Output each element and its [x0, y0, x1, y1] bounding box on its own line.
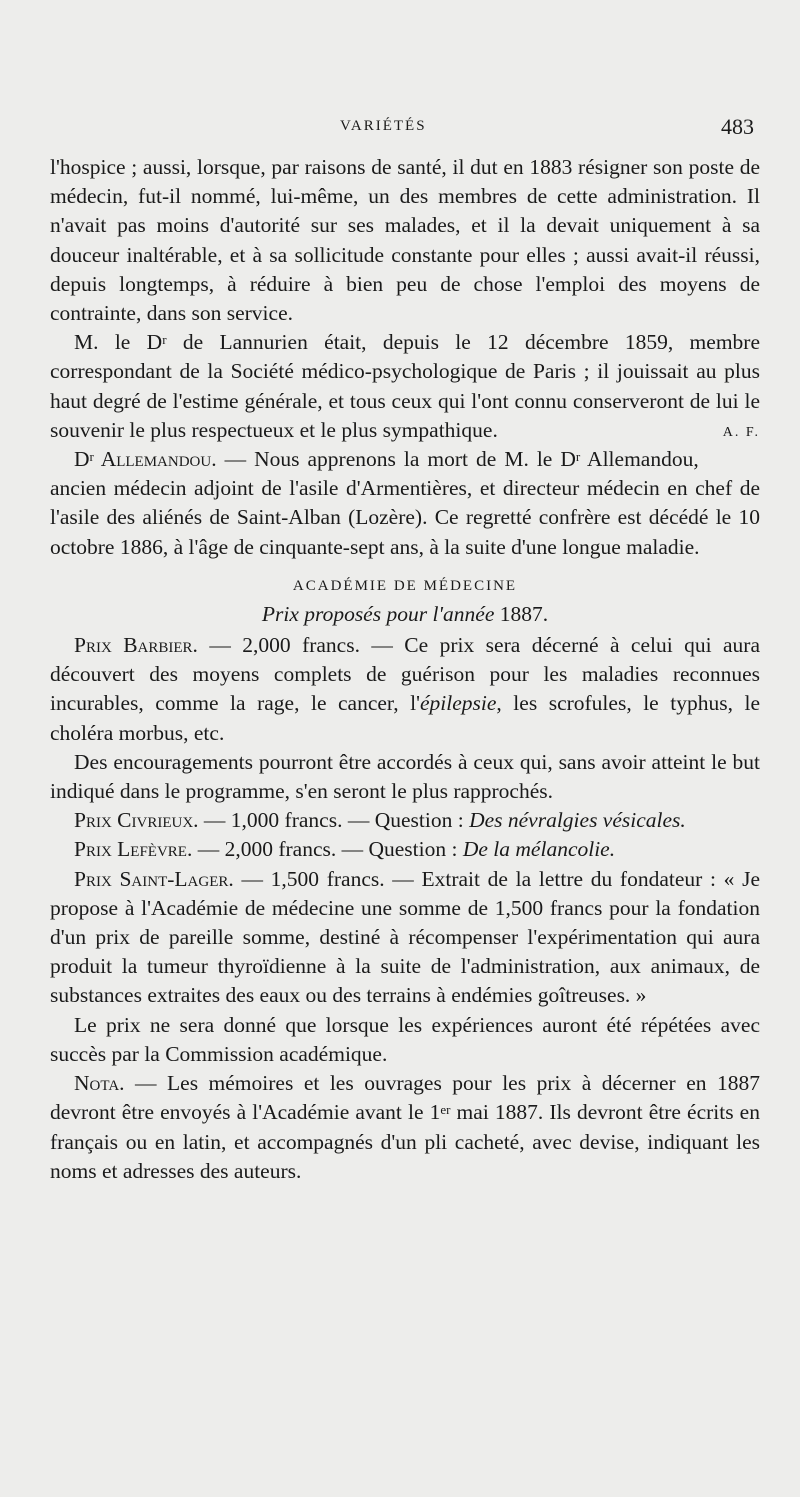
paragraph-prix-saint-lager: Prix Saint-Lager. — 1,500 francs. — Extrait de la lettre du fondateur : « Je propose à l'Académie de médecine une somme de 1,500 francs pour la fondation d'un prix de pareille somme, destiné à récompenser l'expérimentation qui aura produit la tumeur thyroïdienne à la suite de l'administration, aux animaux, de substances extraites des eaux ou des terrains à endémies goîtreuses. »	[50, 866, 760, 1008]
page-number: 483	[721, 114, 754, 139]
prix-name: Prix Saint-Lager.	[74, 866, 234, 891]
paragraph-nota: Nota. — Les mémoires et les ouvrages pour les prix à décerner en 1887 devront être envoyés à l'Académie avant le 1er mai 1887. Ils devront être écrits en français ou en latin, et accompagnés d'un pli cacheté, avec devise, indiquant les noms et adresses des auteurs.	[50, 1071, 760, 1183]
prix-name: Prix Barbier.	[74, 633, 198, 658]
paragraph-encouragements: Des encouragements pourront être accordés à ceux qui, sans avoir atteint le but indiqué dans le programme, s'en seront le plus rapprochés.	[50, 749, 760, 804]
signature-initials: A. F.	[722, 424, 760, 440]
paragraph-hospice: l'hospice ; aussi, lorsque, par raisons de santé, il dut en 1883 résigner son poste de médecin, fut-il nommé, lui-même, un des membres de cette administration. Il n'avait pas moins d'autorité sur ses malades, et il la devait uniquement à sa douceur inaltérable, et à sa sollicitude constante pour elles ; aussi avait-il réussi, depuis longtemps, à réduire à bien peu de chose l'emploi des moyens de contrainte, dans son service.	[50, 155, 760, 326]
paragraph-prix-lefevre: Prix Lefèvre. — 2,000 francs. — Question : De la mélancolie.	[74, 837, 616, 862]
section-title: ACADÉMIE DE MÉDECINE	[292, 577, 518, 594]
paragraph-prix-barbier: Prix Barbier. — 2,000 francs. — Ce prix sera décerné à celui qui aura découvert des moyens complets de guérison pour les maladies reconnues incurables, comme la rage, le cancer, l'épilepsie, les scrofules, le typhus, le choléra morbus, etc.	[50, 633, 760, 745]
prix-name: Prix Lefèvre.	[74, 837, 193, 862]
page-body	[50, 153, 760, 1186]
prix-name: Prix Civrieux.	[74, 808, 199, 833]
section-subtitle: Prix proposés pour l'année 1887.	[261, 601, 549, 626]
nota-label: Nota.	[74, 1071, 125, 1096]
page-header	[50, 114, 760, 144]
paragraph-lannurien: M. le $D^r$ de Lannurien était, depuis le 12 décembre 1859, membre correspondant de la Société médico-psychologique de Paris ; il jouissait au plus haut degré de l'estime générale, et tous ceux qui l'ont connu conserveront de lui le souvenir le plus respectueux et le plus sympathique. A. F.	[50, 328, 760, 445]
paragraph-prix-civrieux: Prix Civrieux. — 1,000 francs. — Question : Des névralgies vésicales.	[74, 808, 686, 833]
running-head: VARIÉTÉS	[340, 118, 427, 134]
name-allemandou: Allemandou.	[93, 447, 217, 472]
paragraph-prix-donne: Le prix ne sera donné que lorsque les expériences auront été répétées avec succès par la Commission académique.	[50, 1012, 760, 1066]
paragraph-allemandou: $D^r$ Allemandou. — Nous apprenons la mort de M. le $D^r$ Allemandou, ancien médecin adjoint de l'asile d'Armentières, et directeur médecin en chef de l'asile des aliénés de Saint-Alban (Lozère). Ce regretté confrère est décédé le 10 octobre 1886, à l'âge de cinquante-sept ans, à la suite d'une longue maladie.	[50, 447, 760, 559]
